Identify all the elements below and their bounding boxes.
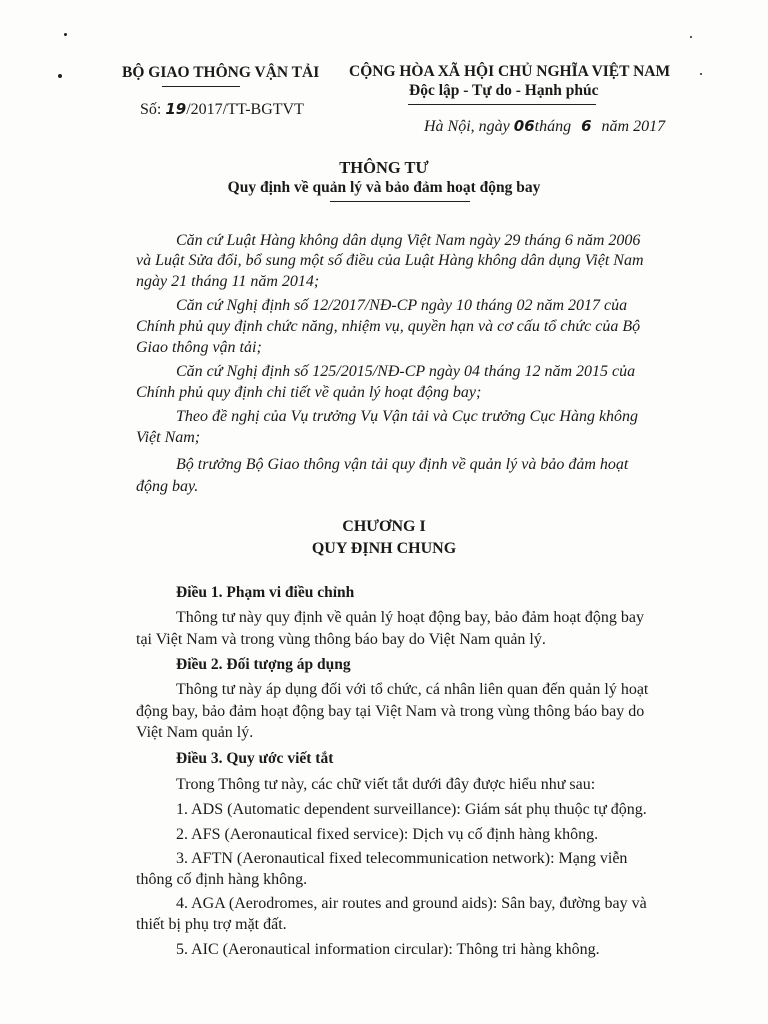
date-month-label: tháng: [534, 118, 572, 135]
date-day-handwritten: 06: [513, 117, 535, 135]
scan-speck: [58, 74, 62, 78]
article-1-title: Điều 1. Phạm vi điều chỉnh: [176, 584, 355, 601]
issue-date: [424, 117, 665, 136]
abbreviation-item: 2. AFS (Aeronautical fixed service): Dịch vụ cố định hàng không.: [176, 826, 599, 843]
preamble-line: Chính phủ quy định chi tiết về quản lý hoạt động bay;: [136, 384, 482, 401]
preamble-line: Bộ trưởng Bộ Giao thông vận tải quy định về quản lý và bảo đảm hoạt: [176, 456, 629, 473]
document-number: [140, 100, 304, 119]
article-2-text: động bay, bảo đảm hoạt động bay tại Việt Nam và trong vùng thông báo bay do: [136, 703, 645, 720]
preamble-line: động bay.: [136, 478, 199, 495]
abbreviation-item: 1. ADS (Automatic dependent surveillance): Giám sát phụ thuộc tự động.: [176, 801, 647, 818]
ministry-name: BỘ GIAO THÔNG VẬN TẢI: [122, 64, 320, 81]
preamble-line: Theo đề nghị của Vụ trưởng Vụ Vận tải và Cục trưởng Cục Hàng không: [176, 408, 639, 425]
document-subject: Quy định về quản lý và bảo đảm hoạt động bay: [227, 179, 541, 196]
scan-speck: [690, 36, 692, 38]
national-motto: Độc lập - Tự do - Hạnh phúc: [409, 82, 599, 99]
preamble-line: Căn cứ Nghị định số 125/2015/NĐ-CP ngày 04 tháng 12 năm 2015 của: [176, 363, 636, 380]
date-month-handwritten: 6: [581, 117, 592, 135]
abbreviation-item: 4. AGA (Aerodromes, air routes and ground aids): Sân bay, đường bay và: [176, 895, 647, 912]
number-suffix: /2017/TT-BGTVT: [186, 101, 304, 118]
subject-underline: [330, 201, 470, 202]
ministry-underline: [162, 86, 240, 87]
date-suffix: năm 2017: [601, 118, 666, 135]
article-1-text: Thông tư này quy định về quản lý hoạt động bay, bảo đảm hoạt động bay: [176, 609, 644, 626]
preamble-line: Việt Nam;: [136, 429, 201, 446]
article-3-intro: Trong Thông tư này, các chữ viết tắt dưới đây được hiểu như sau:: [176, 776, 596, 793]
abbreviation-item-continued: thiết bị phụ trợ mặt đất.: [136, 916, 287, 933]
scan-speck: [700, 73, 702, 75]
article-3-title: Điều 3. Quy ước viết tắt: [176, 750, 334, 767]
abbreviation-item-continued: thông cố định hàng không.: [136, 871, 308, 888]
motto-underline: [408, 104, 596, 105]
number-handwritten: 19: [165, 100, 187, 118]
preamble-line: Chính phủ quy định chức năng, nhiệm vụ, quyền hạn và cơ cấu tổ chức của Bộ: [136, 318, 641, 335]
article-2-title: Điều 2. Đối tượng áp dụng: [176, 656, 351, 673]
chapter-number: CHƯƠNG I: [342, 518, 426, 535]
number-prefix: Số:: [140, 101, 162, 118]
document-type: THÔNG TƯ: [339, 158, 429, 177]
preamble-line: ngày 21 tháng 11 năm 2014;: [136, 273, 320, 290]
preamble-line: và Luật Sửa đổi, bổ sung một số điều của Luật Hàng không dân dụng Việt Nam: [136, 252, 644, 269]
abbreviation-item: 5. AIC (Aeronautical information circular): Thông tri hàng không.: [176, 941, 600, 958]
preamble-line: Giao thông vận tải;: [136, 339, 262, 356]
scan-speck: [64, 33, 67, 36]
abbreviation-item: 3. AFTN (Aeronautical fixed telecommunication network): Mạng viễn: [176, 850, 628, 867]
article-2-text: Việt Nam quản lý.: [136, 724, 254, 741]
preamble-line: Căn cứ Nghị định số 12/2017/NĐ-CP ngày 10 tháng 02 năm 2017 của: [176, 297, 628, 314]
preamble-line: Căn cứ Luật Hàng không dân dụng Việt Nam ngày 29 tháng 6 năm 2006: [176, 232, 641, 249]
country-name: CỘNG HÒA XÃ HỘI CHỦ NGHĨA VIỆT NAM: [349, 63, 671, 80]
date-prefix: Hà Nội, ngày: [424, 118, 510, 135]
article-2-text: Thông tư này áp dụng đối với tổ chức, cá nhân liên quan đến quản lý hoạt: [176, 681, 649, 698]
article-1-text: tại Việt Nam và trong vùng thông báo bay do Việt Nam quản lý.: [136, 631, 546, 648]
chapter-name: QUY ĐỊNH CHUNG: [311, 540, 457, 557]
